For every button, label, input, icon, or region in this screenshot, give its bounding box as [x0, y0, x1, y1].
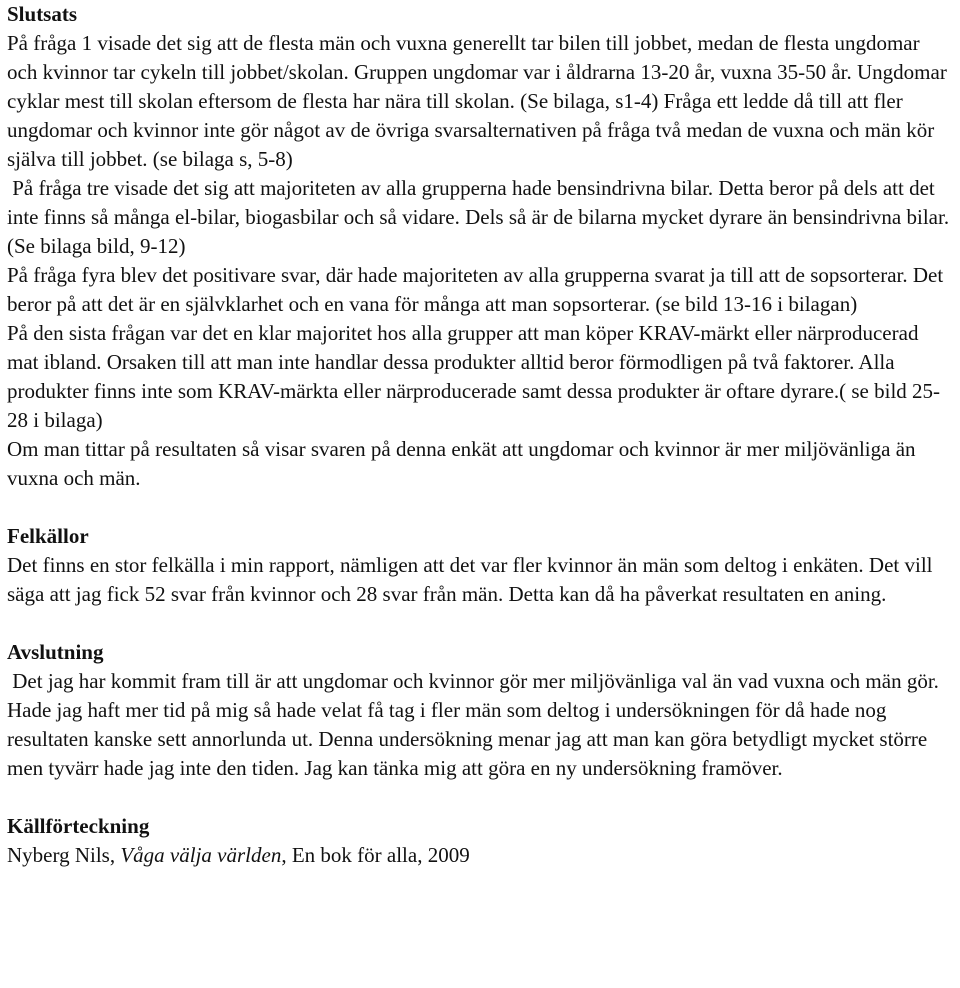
section-kallforteckning	[7, 812, 954, 870]
heading-felkallor: Felkällor	[7, 524, 89, 548]
reference-publisher: , En bok för alla, 2009	[281, 843, 470, 867]
heading-kallforteckning: Källförteckning	[7, 814, 150, 838]
section-spacer	[7, 783, 954, 812]
reference-title: Våga välja världen	[120, 843, 282, 867]
reference-author: Nyberg Nils,	[7, 843, 121, 867]
paragraph-slutsats-3: På fråga fyra blev det positivare svar, där hade majoriteten av alla grupperna svarat ja till att de sopsorterar. Det beror på att det är en självklarhet och en vana för många att man sopsorterar. (se bild 13-16 i bilagan)	[7, 263, 944, 316]
paragraph-avslutning: Det jag har kommit fram till är att ungdomar och kvinnor gör mer miljövänliga val än vad vuxna och män gör. Hade jag haft mer tid på mig så hade velat få tag i fler män som deltog i undersökningen för då hade nog resultaten kanske sett annorlunda ut. Denna undersökning menar jag att man kan göra betydligt mycket större men tyvärr hade jag inte den tiden. Jag kan tänka mig att göra en ny undersökning framöver.	[7, 669, 945, 780]
section-felkallor	[7, 522, 954, 609]
heading-slutsats: Slutsats	[7, 2, 78, 26]
paragraph-felkallor: Det finns en stor felkälla i min rapport, nämligen att det var fler kvinnor än män som deltog i enkäten. Det vill säga att jag fick 52 svar från kvinnor och 28 svar från män. Detta kan då ha påverkat resultaten en aning.	[7, 553, 933, 606]
heading-avslutning: Avslutning	[7, 640, 104, 664]
paragraph-slutsats-1: På fråga 1 visade det sig att de flesta män och vuxna generellt tar bilen till jobbet, medan de flesta ungdomar och kvinnor tar cykeln till jobbet/skolan. Gruppen ungdomar var i åldrarna 13-20 år, vuxna 35-50 år. Ungdomar cyklar mest till skolan eftersom de flesta har nära till skolan. (Se bilaga, s1-4) Fråga ett ledde då till att fler ungdomar och kvinnor inte gör något av de övriga svarsalternativen på fråga två medan de vuxna och män kör själva till jobbet. (se bilaga s, 5-8)	[7, 31, 947, 171]
paragraph-slutsats-4: På den sista frågan var det en klar majoritet hos alla grupper att man köper KRAV-märkt eller närproducerad mat ibland. Orsaken till att man inte handlar dessa produkter alltid beror förmodligen på två faktorer. Alla produkter finns inte som KRAV-märkta eller närproducerade samt dessa produkter är oftare dyrare.( se bild 25-28 i bilaga)	[7, 321, 941, 432]
section-spacer	[7, 609, 954, 638]
section-spacer	[7, 493, 954, 522]
section-avslutning	[7, 638, 954, 783]
reference-entry	[7, 841, 954, 870]
paragraph-slutsats-5: Om man tittar på resultaten så visar svaren på denna enkät att ungdomar och kvinnor är mer miljövänliga än vuxna och män.	[7, 437, 916, 490]
section-slutsats	[7, 0, 954, 493]
paragraph-slutsats-2: På fråga tre visade det sig att majoriteten av alla grupperna hade bensindrivna bilar. Detta beror på dels att det inte finns så många el-bilar, biogasbilar och så vidare. Dels så är de bilarna mycket dyrare än bensindrivna bilar. (Se bilaga bild, 9-12)	[7, 176, 955, 258]
